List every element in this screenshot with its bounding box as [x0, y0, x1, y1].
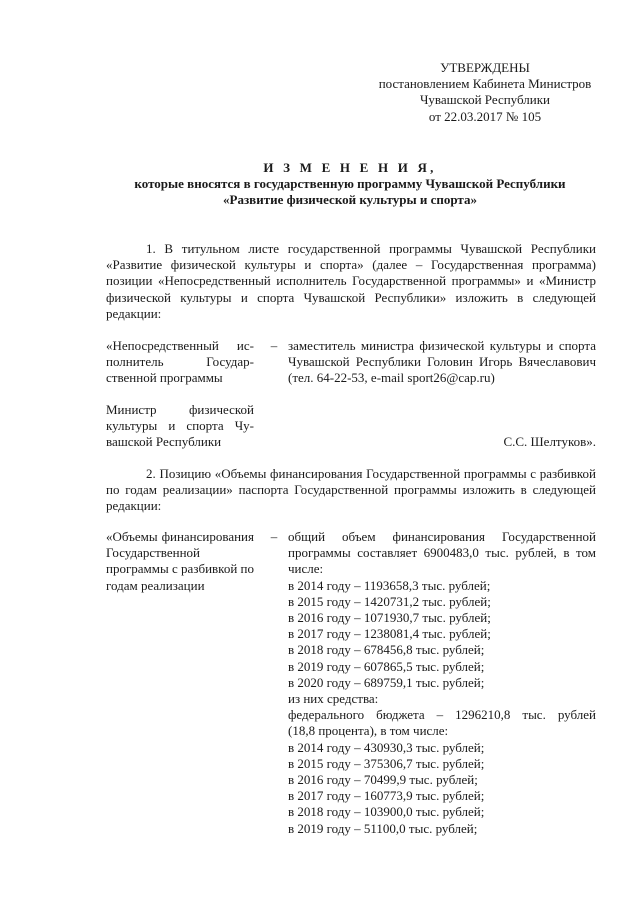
federal-year-line: в 2018 году – 103900,0 тыс. рублей;: [288, 804, 485, 820]
funding-year-line: в 2020 году – 689759,1 тыс. рублей;: [288, 674, 485, 690]
approval-line-date: от 22.03.2017 № 105: [428, 108, 542, 124]
executor-text: заместитель министра физической культуры и спорта Чувашской Республики Головин Игорь Вячеславович (тел. 64-22-53, e-mail sport26@cap.ru): [288, 338, 596, 386]
federal-year-line: в 2019 году – 51100,0 тыс. рублей;: [288, 820, 478, 836]
funding-year-line: в 2018 году – 678456,8 тыс. рублей;: [288, 642, 485, 658]
approval-line-resolution: постановлением Кабинета Министров: [378, 76, 592, 92]
minister-signature: С.С. Шелтуков».: [503, 434, 596, 449]
executor-dash: –: [270, 338, 278, 353]
federal-year-line: в 2016 году – 70499,9 тыс. рублей;: [288, 772, 478, 788]
funding-dash: –: [270, 529, 278, 544]
approval-stamp: [365, 60, 605, 125]
funding-intro: общий объем финансирования Государственной программы составляет 6900483,0 тыс. рублей, в том числе:: [288, 529, 596, 577]
funding-year-line: в 2014 году – 1193658,3 тыс. рублей;: [288, 577, 491, 593]
federal-year-line: в 2014 году – 430930,3 тыс. рублей;: [288, 739, 485, 755]
funding-details: [288, 529, 596, 837]
heading-title: И З М Е Н Е Н И Я,: [263, 160, 437, 175]
funding-year-line: в 2017 году – 1238081,4 тыс. рублей;: [288, 626, 491, 642]
federal-budget-line: федерального бюджета – 1296210,8 тыс. рублей: [288, 707, 596, 723]
approval-line-republic: Чувашской Республики: [419, 92, 551, 108]
executor-label: «Непосредственный исполнитель Государственной программы: [106, 338, 254, 386]
funding-year-line: в 2016 году – 1071930,7 тыс. рублей;: [288, 610, 491, 626]
paragraph-2: 2. Позицию «Объемы финансирования Государственной программы с разбивкой по годам реализации» паспорта Государственной программы изложить в следующей редакции:: [106, 466, 596, 514]
paragraph-1: 1. В титульном листе государственной программы Чувашской Республики «Развитие физической культуры и спорта» (далее – Государственная программа) позиции «Непосредственный исполнитель Государственной программы» и «Министр физической культуры и спорта Чувашской Республики» изложить в следующей редакции:: [106, 241, 596, 321]
document-heading: [90, 160, 610, 209]
funding-year-line: в 2019 году – 607865,5 тыс. рублей;: [288, 658, 485, 674]
heading-program-name: «Развитие физической культуры и спорта»: [223, 192, 477, 208]
heading-subtitle: которые вносятся в государственную программу Чувашской Республики: [134, 176, 566, 192]
minister-label: Министр физической культуры и спорта Чувашской Республики: [106, 402, 254, 450]
funding-sources-label: из них средства:: [288, 691, 379, 707]
funding-year-line: в 2015 году – 1420731,2 тыс. рублей;: [288, 593, 491, 609]
federal-budget-share: (18,8 процента), в том числе:: [288, 723, 449, 739]
federal-year-line: в 2015 году – 375306,7 тыс. рублей;: [288, 755, 485, 771]
federal-year-line: в 2017 году – 160773,9 тыс. рублей;: [288, 788, 485, 804]
approval-title: УТВЕРЖДЕНЫ: [440, 60, 530, 75]
funding-label: «Объемы финансирования Государственной программы с разбивкой по годам реализации: [106, 529, 254, 593]
